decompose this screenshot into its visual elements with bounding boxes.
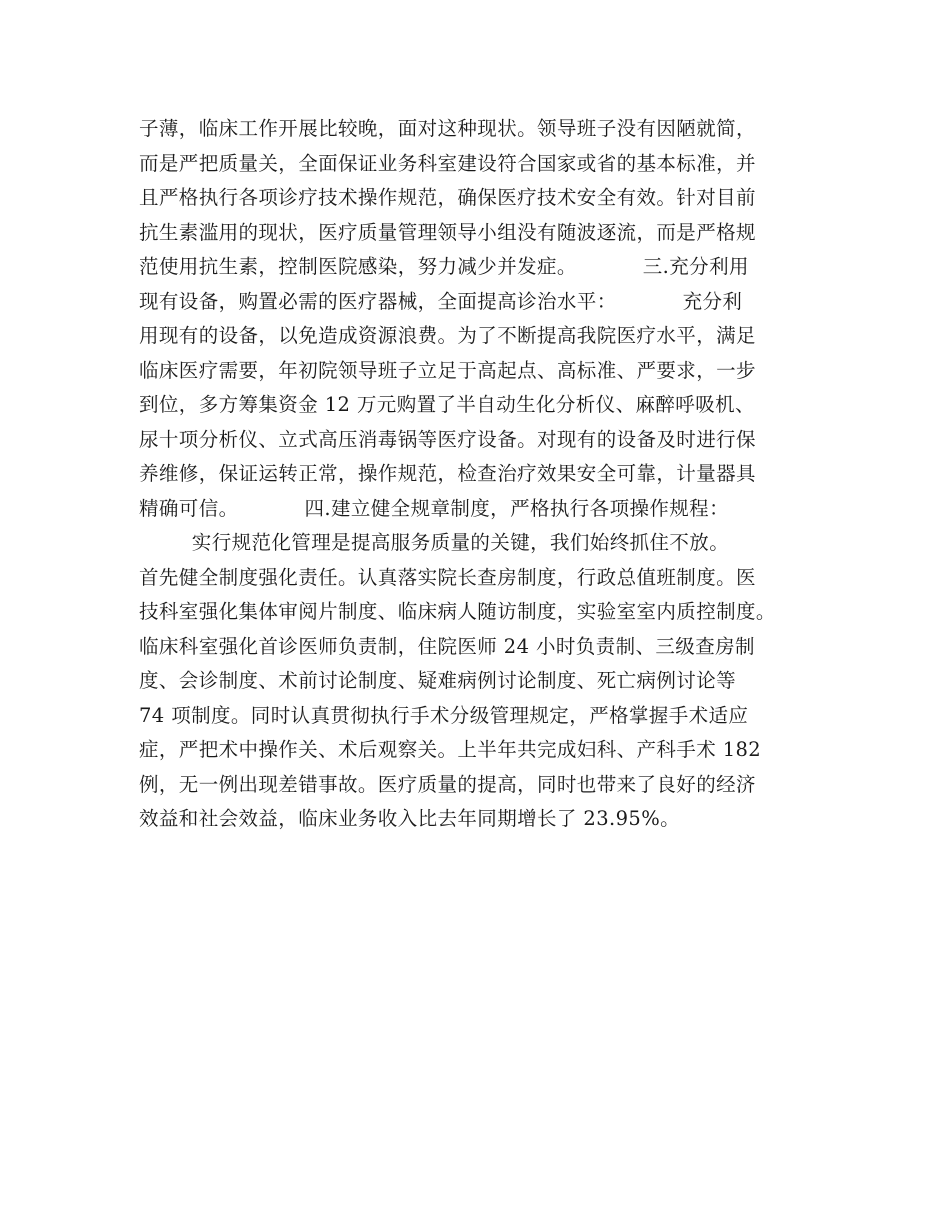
text-line: 临床科室强化首诊医师负责制，住院医师 24 小时负责制、三级查房制 [139,634,755,658]
text-line: 到位，多方筹集资金 12 万元购置了半自动生化分析仪、麻醉呼吸机、 [139,393,755,416]
text-line: 抗生素滥用的现状，医疗质量管理领导小组没有随波逐流，而是严格规 [139,220,756,244]
text-line: 用现有的设备，以免造成资源浪费。为了不断提高我院医疗水平，满足 [139,324,756,347]
body-text [139,112,859,837]
text-line: 养维修，保证运转正常，操作规范，检查治疗效果安全可靠，计量器具 [139,462,756,485]
text-line: 精确可信。 四.建立健全规章制度，严格执行各项操作规程： [139,496,729,520]
text-line: 实行规范化管理是提高服务质量的关键，我们始终抓住不放。 [139,531,730,554]
text-line: 症，严把术中操作关、术后观察关。上半年共完成妇科、产科手术 182 [139,738,762,761]
text-line: 效益和社会效益，临床业务收入比去年同期增长了 23.95%。 [139,807,681,830]
text-line: 74 项制度。同时认真贯彻执行手术分级管理规定，严格掌握手术适应 [139,703,749,727]
text-line: 度、会诊制度、术前讨论制度、疑难病例讨论制度、死亡病例讨论等 [139,669,737,692]
text-line: 范使用抗生素，控制医院感染，努力减少并发症。 三.充分利用 [139,255,749,278]
text-line: 首先健全制度强化责任。认真落实院长查房制度，行政总值班制度。医 [139,565,756,589]
text-line: 而是严把质量关，全面保证业务科室建设符合国家或省的基本标准，并 [139,151,756,175]
text-line: 技科室强化集体审阅片制度、临床病人随访制度，实验室室内质控制度。 [139,600,776,623]
text-line: 临床医疗需要，年初院领导班子立足于高起点、高标准、严要求，一步 [139,358,756,382]
text-line: 且严格执行各项诊疗技术操作规范，确保医疗技术安全有效。针对目前 [139,186,756,209]
text-line: 尿十项分析仪、立式高压消毒锅等医疗设备。对现有的设备及时进行保 [139,427,756,451]
text-line: 例，无一例出现差错事故。医疗质量的提高，同时也带来了良好的经济 [139,772,756,796]
text-line: 现有设备，购置必需的医疗器械，全面提高诊治水平： 充分利 [139,289,743,313]
text-line: 子薄，临床工作开展比较晚，面对这种现状。领导班子没有因陋就简， [139,117,756,140]
